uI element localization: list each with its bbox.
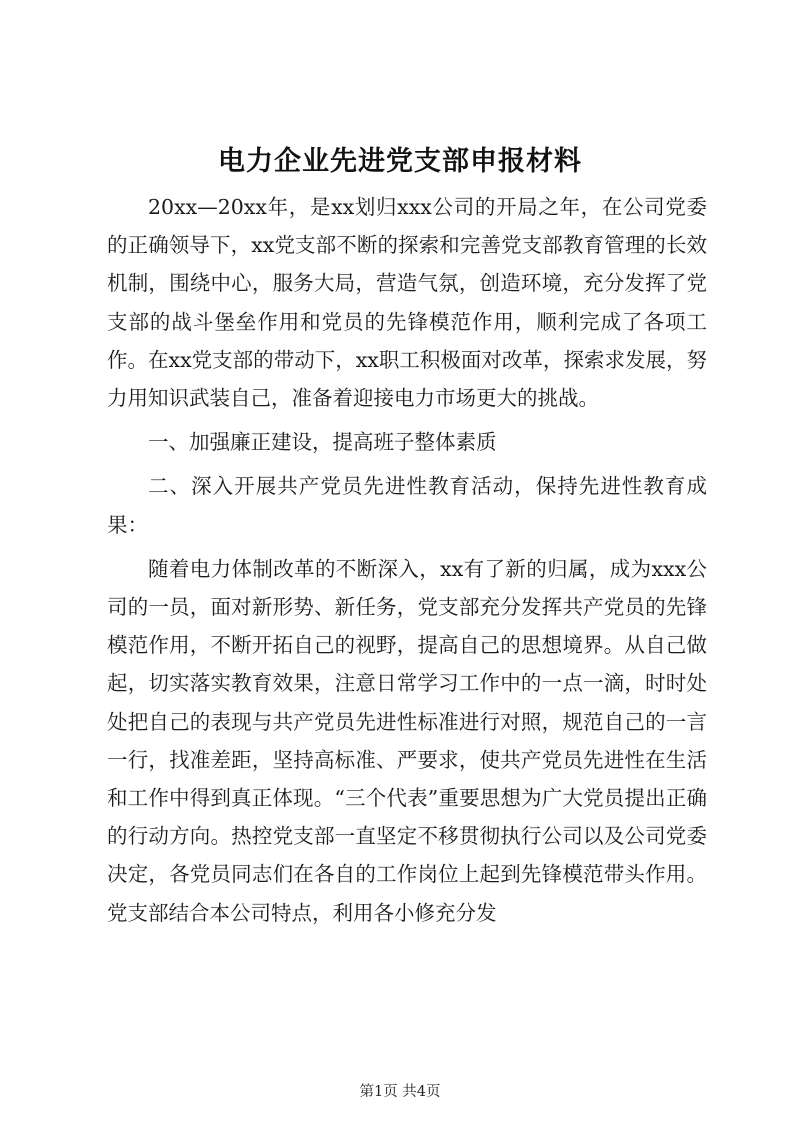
paragraph-section-2: 随着电力体制改革的不断深入，xx有了新的归属，成为xxx公司的一员，面对新形势、新任务，党支部充分发挥共产党员的先锋模范作用，不断开拓自己的视野，提高自己的思想境界。从自己做起，切实落实教育效果，注意日常学习工作中的一点一滴，时时处处把自己的表现与共产党员先进性标准进行对照，规范自己的一言一行，找准差距，坚持高标准、严要求，使共产党员先进性在生活和工作中得到真正体现。“三个代表”重要思想为广大党员提出正确的行动方向。热控党支部一直坚定不移贯彻执行公司以及公司党委决定，各党员同志们在各自的工作岗位上起到先锋模范带头作用。党支部结合本公司特点，利用各小修充分发 (107, 556, 707, 925)
document-body (107, 188, 707, 938)
section-heading-1: 一、加强廉正建设，提高班子整体素质 (148, 430, 497, 455)
paragraph-intro: 20xx—20xx年，是xx划归xxx公司的开局之年，在公司党委的正确领导下，xx党支部不断的探索和完善党支部教育管理的长效机制，围绕中心，服务大局，营造气氛，创造环境，充分发挥了党支部的战斗堡垒作用和党员的先锋模范作用，顺利完成了各项工作。在xx党支部的带动下，xx职工积极面对改革，探索求发展，努力用知识武装自己，准备着迎接电力市场更大的挑战。 (107, 195, 707, 411)
page-footer: 第1页 共4页 (359, 1084, 441, 1100)
section-heading-2: 二、深入开展共产党员先进性教育活动，保持先进性教育成果： (107, 474, 707, 537)
document-title: 电力企业先进党支部申报材料 (218, 146, 582, 177)
